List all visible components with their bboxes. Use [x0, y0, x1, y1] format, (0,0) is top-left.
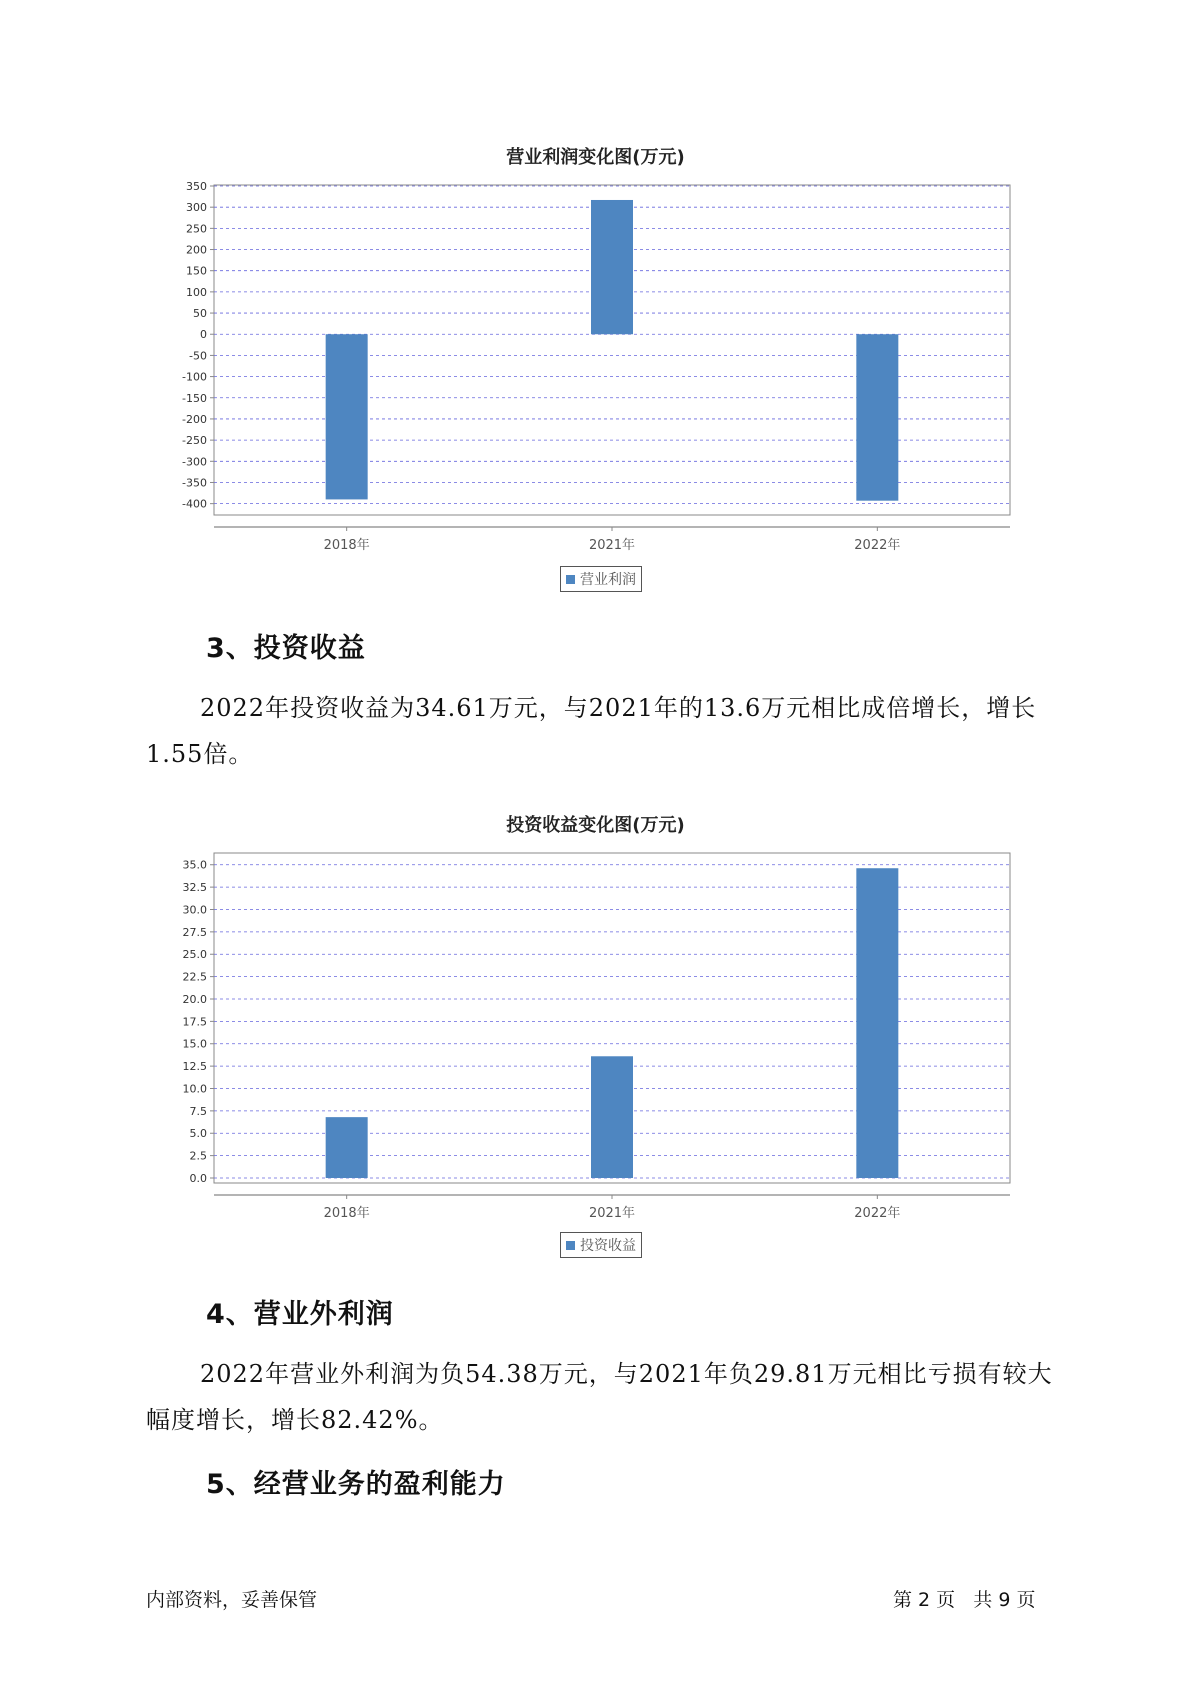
chart2-ytick-label: 15.0 — [182, 1037, 207, 1051]
footer-page-number: 第 2 页 共 9 页 — [893, 1589, 1036, 1611]
chart2-ytick-label: 10.0 — [182, 1082, 207, 1096]
legend-swatch-icon — [566, 1241, 575, 1250]
chart1-ytick-label: -300 — [182, 455, 207, 469]
chart2-ytick-label: 2.5 — [189, 1149, 207, 1163]
chart1-ytick-label: 0 — [200, 328, 207, 342]
chart1-xtick-label: 2022年 — [854, 538, 901, 553]
chart2-ytick-label: 22.5 — [182, 970, 207, 984]
chart1-ytick-label: -100 — [182, 370, 207, 384]
chart1-ytick-label: 100 — [186, 285, 207, 299]
chart1-ytick-label: -200 — [182, 412, 207, 426]
chart2-ytick-label: 0.0 — [189, 1172, 207, 1185]
chart2-ytick-label: 5.0 — [189, 1127, 207, 1141]
chart2-ytick-label: 17.5 — [182, 1015, 207, 1029]
chart1-ytick-label: -50 — [189, 349, 207, 363]
chart1-ytick-label: 150 — [186, 264, 207, 278]
footer-confidential: 内部资料，妥善保管 — [146, 1589, 318, 1611]
section-4-paragraph: 2022年营业外利润为负54.38万元，与2021年负29.81万元相比亏损有较大幅度增长，增长82.42%。 — [146, 1360, 1053, 1434]
chart1-xtick-label: 2018年 — [323, 538, 370, 553]
section-3-paragraph: 2022年投资收益为34.61万元，与2021年的13.6万元相比成倍增长，增长1.55倍。 — [146, 694, 1037, 768]
chart2-ytick-label: 25.0 — [182, 948, 207, 962]
chart1-ytick-label: -250 — [182, 434, 207, 448]
chart1-legend — [560, 566, 642, 592]
chart1-ytick-label: 200 — [186, 243, 207, 257]
chart2-xtick-label: 2022年 — [854, 1206, 901, 1221]
chart1-ytick-label: -150 — [182, 391, 207, 405]
chart1-bar-2021年 — [591, 200, 633, 334]
chart2-title: 投资收益变化图(万元) — [506, 815, 685, 836]
section-4-heading: 4、营业外利润 — [206, 1299, 394, 1330]
chart1-bar-2018年 — [326, 334, 368, 499]
chart1-ytick-label: -350 — [182, 476, 207, 490]
chart2-ytick-label: 32.5 — [182, 881, 207, 895]
chart2-bar-2021年 — [591, 1056, 633, 1178]
chart2-legend-label: 投资收益 — [580, 1238, 636, 1254]
chart2-xtick-label: 2018年 — [323, 1206, 370, 1221]
legend-swatch-icon — [566, 575, 575, 584]
investment-income-chart — [150, 838, 1030, 1221]
chart1-legend-label: 营业利润 — [580, 572, 636, 588]
chart2-xtick-label: 2021年 — [588, 1206, 636, 1221]
chart2-ytick-label: 7.5 — [189, 1104, 207, 1118]
chart2-ytick-label: 27.5 — [182, 925, 207, 939]
chart1-title: 营业利润变化图(万元) — [506, 147, 685, 168]
chart1-ytick-label: 250 — [186, 222, 207, 236]
chart2-ytick-label: 30.0 — [182, 903, 207, 917]
chart1-bar-2022年 — [856, 334, 898, 500]
chart2-ytick-label: 12.5 — [182, 1060, 207, 1074]
chart1-ytick-label: 50 — [193, 307, 207, 321]
chart2-ytick-label: 20.0 — [182, 992, 207, 1006]
chart1-xtick-label: 2021年 — [588, 538, 636, 553]
chart1-ytick-label: 350 — [186, 180, 207, 193]
operating-profit-chart — [150, 170, 1030, 553]
section-5-heading: 5、经营业务的盈利能力 — [206, 1469, 506, 1500]
chart1-ytick-label: 300 — [186, 201, 207, 215]
chart2-bar-2022年 — [856, 868, 898, 1178]
chart1-ytick-label: -400 — [182, 497, 207, 511]
chart2-legend — [560, 1232, 642, 1258]
section-3-heading: 3、投资收益 — [206, 633, 366, 664]
chart2-ytick-label: 35.0 — [182, 858, 207, 872]
chart2-bar-2018年 — [326, 1117, 368, 1178]
